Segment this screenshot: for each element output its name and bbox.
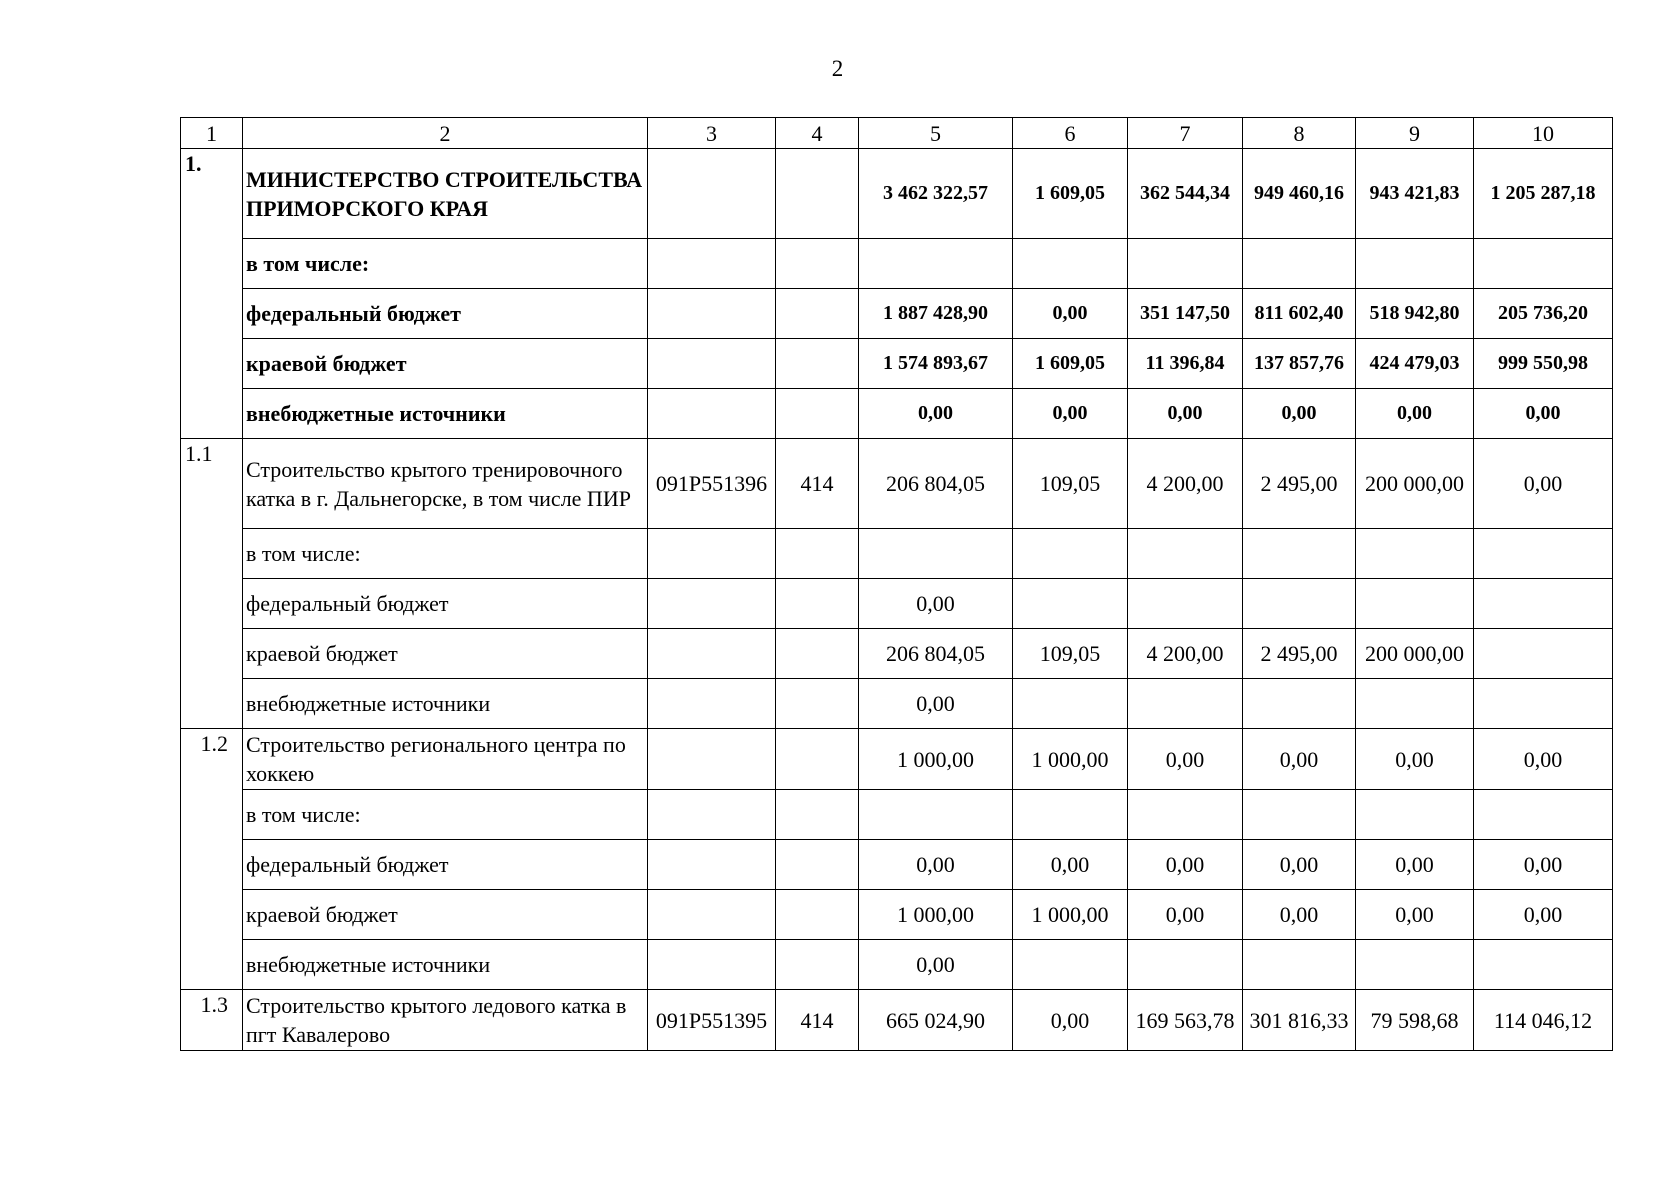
row-name: МИНИСТЕРСТВО СТРОИТЕЛЬСТВА ПРИМОРСКОГО КРАЯ xyxy=(243,149,648,239)
cell-col10: 0,00 xyxy=(1474,389,1613,439)
cell-col8: 0,00 xyxy=(1243,389,1356,439)
row-name: Строительство регионального центра по хоккею xyxy=(243,729,648,790)
cell-col6 xyxy=(1013,239,1128,289)
cell-col7: 0,00 xyxy=(1128,890,1243,940)
cell-col10 xyxy=(1474,629,1613,679)
cell-col5 xyxy=(859,790,1013,840)
cell-kvr xyxy=(776,729,859,790)
cell-col8 xyxy=(1243,679,1356,729)
cell-col8 xyxy=(1243,579,1356,629)
row-name: федеральный бюджет xyxy=(243,840,648,890)
cell-col6 xyxy=(1013,529,1128,579)
cell-col6: 0,00 xyxy=(1013,840,1128,890)
cell-code: 091P551395 xyxy=(648,990,776,1051)
cell-col5: 1 887 428,90 xyxy=(859,289,1013,339)
column-header: 4 xyxy=(776,118,859,149)
cell-col5: 0,00 xyxy=(859,840,1013,890)
cell-kvr xyxy=(776,389,859,439)
cell-col8: 137 857,76 xyxy=(1243,339,1356,389)
cell-kvr xyxy=(776,579,859,629)
cell-col7 xyxy=(1128,579,1243,629)
column-header: 6 xyxy=(1013,118,1128,149)
cell-col5: 0,00 xyxy=(859,389,1013,439)
cell-col8: 811 602,40 xyxy=(1243,289,1356,339)
row-name: в том числе: xyxy=(243,790,648,840)
row-name: краевой бюджет xyxy=(243,339,648,389)
cell-col9 xyxy=(1356,679,1474,729)
cell-col8: 949 460,16 xyxy=(1243,149,1356,239)
cell-col7: 0,00 xyxy=(1128,389,1243,439)
cell-col7: 11 396,84 xyxy=(1128,339,1243,389)
row-name: Строительство крытого тренировочного катка в г. Дальнегорске, в том числе ПИР xyxy=(243,439,648,529)
table-row xyxy=(181,840,1613,890)
cell-code xyxy=(648,289,776,339)
cell-kvr xyxy=(776,840,859,890)
cell-col9: 0,00 xyxy=(1356,729,1474,790)
cell-code xyxy=(648,239,776,289)
table-row xyxy=(181,289,1613,339)
cell-col6: 0,00 xyxy=(1013,289,1128,339)
cell-col9: 200 000,00 xyxy=(1356,629,1474,679)
cell-col7: 169 563,78 xyxy=(1128,990,1243,1051)
row-number: 1. xyxy=(181,149,243,439)
cell-code xyxy=(648,149,776,239)
cell-col9: 0,00 xyxy=(1356,389,1474,439)
cell-col10 xyxy=(1474,790,1613,840)
cell-col10 xyxy=(1474,940,1613,990)
row-name: внебюджетные источники xyxy=(243,679,648,729)
row-number: 1.3 xyxy=(181,990,243,1051)
header-row xyxy=(181,118,1613,149)
cell-code xyxy=(648,940,776,990)
cell-col7 xyxy=(1128,940,1243,990)
column-header: 9 xyxy=(1356,118,1474,149)
row-name: внебюджетные источники xyxy=(243,389,648,439)
table-row xyxy=(181,439,1613,529)
cell-col7: 4 200,00 xyxy=(1128,439,1243,529)
column-header: 3 xyxy=(648,118,776,149)
cell-col5: 0,00 xyxy=(859,679,1013,729)
table-row xyxy=(181,389,1613,439)
cell-col5: 0,00 xyxy=(859,579,1013,629)
cell-col9 xyxy=(1356,940,1474,990)
cell-code xyxy=(648,840,776,890)
cell-kvr xyxy=(776,339,859,389)
cell-kvr xyxy=(776,679,859,729)
row-number: 1.2 xyxy=(181,729,243,990)
cell-col7 xyxy=(1128,239,1243,289)
cell-col9: 200 000,00 xyxy=(1356,439,1474,529)
table-row xyxy=(181,990,1613,1051)
cell-col8 xyxy=(1243,239,1356,289)
cell-col9: 0,00 xyxy=(1356,890,1474,940)
cell-code xyxy=(648,729,776,790)
row-name: федеральный бюджет xyxy=(243,289,648,339)
cell-col10: 0,00 xyxy=(1474,890,1613,940)
cell-col9 xyxy=(1356,239,1474,289)
cell-col10: 1 205 287,18 xyxy=(1474,149,1613,239)
cell-col8 xyxy=(1243,529,1356,579)
cell-col7: 362 544,34 xyxy=(1128,149,1243,239)
table-row xyxy=(181,149,1613,239)
cell-kvr xyxy=(776,529,859,579)
row-name: в том числе: xyxy=(243,239,648,289)
cell-col10: 0,00 xyxy=(1474,729,1613,790)
cell-col7: 0,00 xyxy=(1128,840,1243,890)
cell-col10: 0,00 xyxy=(1474,439,1613,529)
cell-kvr xyxy=(776,239,859,289)
cell-col5: 0,00 xyxy=(859,940,1013,990)
cell-col10: 114 046,12 xyxy=(1474,990,1613,1051)
column-header: 5 xyxy=(859,118,1013,149)
cell-kvr xyxy=(776,890,859,940)
table-row xyxy=(181,790,1613,840)
cell-code xyxy=(648,389,776,439)
cell-col6: 1 609,05 xyxy=(1013,339,1128,389)
table-row xyxy=(181,529,1613,579)
cell-col8: 2 495,00 xyxy=(1243,629,1356,679)
cell-col9 xyxy=(1356,790,1474,840)
table-row xyxy=(181,729,1613,790)
cell-code xyxy=(648,629,776,679)
cell-kvr xyxy=(776,289,859,339)
cell-col6 xyxy=(1013,579,1128,629)
cell-col6: 0,00 xyxy=(1013,990,1128,1051)
cell-col7: 0,00 xyxy=(1128,729,1243,790)
cell-col5: 206 804,05 xyxy=(859,439,1013,529)
row-name: внебюджетные источники xyxy=(243,940,648,990)
row-number: 1.1 xyxy=(181,439,243,729)
row-name: в том числе: xyxy=(243,529,648,579)
cell-col7: 351 147,50 xyxy=(1128,289,1243,339)
cell-code xyxy=(648,579,776,629)
table-row xyxy=(181,239,1613,289)
cell-col9: 0,00 xyxy=(1356,840,1474,890)
budget-table xyxy=(180,117,1613,1051)
cell-col10: 205 736,20 xyxy=(1474,289,1613,339)
cell-col7 xyxy=(1128,679,1243,729)
row-name: Строительство крытого ледового катка в пгт Кавалерово xyxy=(243,990,648,1051)
cell-col5: 1 574 893,67 xyxy=(859,339,1013,389)
cell-col5: 3 462 322,57 xyxy=(859,149,1013,239)
cell-col5: 1 000,00 xyxy=(859,890,1013,940)
cell-col6: 1 000,00 xyxy=(1013,890,1128,940)
cell-col8: 0,00 xyxy=(1243,840,1356,890)
cell-code: 091P551396 xyxy=(648,439,776,529)
cell-col8 xyxy=(1243,790,1356,840)
cell-col6: 0,00 xyxy=(1013,389,1128,439)
cell-code xyxy=(648,529,776,579)
column-header: 10 xyxy=(1474,118,1613,149)
cell-col9: 79 598,68 xyxy=(1356,990,1474,1051)
cell-col6: 109,05 xyxy=(1013,629,1128,679)
row-name: краевой бюджет xyxy=(243,629,648,679)
cell-col9: 943 421,83 xyxy=(1356,149,1474,239)
cell-kvr xyxy=(776,149,859,239)
cell-col10 xyxy=(1474,679,1613,729)
cell-col6 xyxy=(1013,940,1128,990)
cell-col9 xyxy=(1356,529,1474,579)
column-header: 2 xyxy=(243,118,648,149)
cell-col9: 518 942,80 xyxy=(1356,289,1474,339)
cell-col8: 301 816,33 xyxy=(1243,990,1356,1051)
cell-col6 xyxy=(1013,790,1128,840)
cell-code xyxy=(648,339,776,389)
cell-col9 xyxy=(1356,579,1474,629)
table-row xyxy=(181,629,1613,679)
page-number: 2 xyxy=(831,56,844,81)
cell-col8 xyxy=(1243,940,1356,990)
cell-col5: 665 024,90 xyxy=(859,990,1013,1051)
cell-col9: 424 479,03 xyxy=(1356,339,1474,389)
cell-col8: 0,00 xyxy=(1243,729,1356,790)
cell-col8: 2 495,00 xyxy=(1243,439,1356,529)
cell-kvr xyxy=(776,629,859,679)
cell-code xyxy=(648,890,776,940)
cell-col10: 999 550,98 xyxy=(1474,339,1613,389)
row-name: федеральный бюджет xyxy=(243,579,648,629)
cell-col7 xyxy=(1128,529,1243,579)
column-header: 1 xyxy=(181,118,243,149)
table-row xyxy=(181,579,1613,629)
table-row xyxy=(181,940,1613,990)
cell-col6: 1 000,00 xyxy=(1013,729,1128,790)
column-header: 7 xyxy=(1128,118,1243,149)
cell-col6 xyxy=(1013,679,1128,729)
cell-col8: 0,00 xyxy=(1243,890,1356,940)
table-row xyxy=(181,890,1613,940)
cell-col10 xyxy=(1474,529,1613,579)
cell-code xyxy=(648,679,776,729)
table-row xyxy=(181,339,1613,389)
cell-code xyxy=(648,790,776,840)
column-header: 8 xyxy=(1243,118,1356,149)
cell-col5: 1 000,00 xyxy=(859,729,1013,790)
cell-kvr xyxy=(776,790,859,840)
cell-col5: 206 804,05 xyxy=(859,629,1013,679)
cell-kvr: 414 xyxy=(776,990,859,1051)
table-row xyxy=(181,679,1613,729)
cell-col6: 109,05 xyxy=(1013,439,1128,529)
cell-col7 xyxy=(1128,790,1243,840)
cell-kvr xyxy=(776,940,859,990)
cell-kvr: 414 xyxy=(776,439,859,529)
cell-col5 xyxy=(859,529,1013,579)
cell-col7: 4 200,00 xyxy=(1128,629,1243,679)
cell-col6: 1 609,05 xyxy=(1013,149,1128,239)
row-name: краевой бюджет xyxy=(243,890,648,940)
cell-col10 xyxy=(1474,239,1613,289)
cell-col5 xyxy=(859,239,1013,289)
cell-col10: 0,00 xyxy=(1474,840,1613,890)
cell-col10 xyxy=(1474,579,1613,629)
